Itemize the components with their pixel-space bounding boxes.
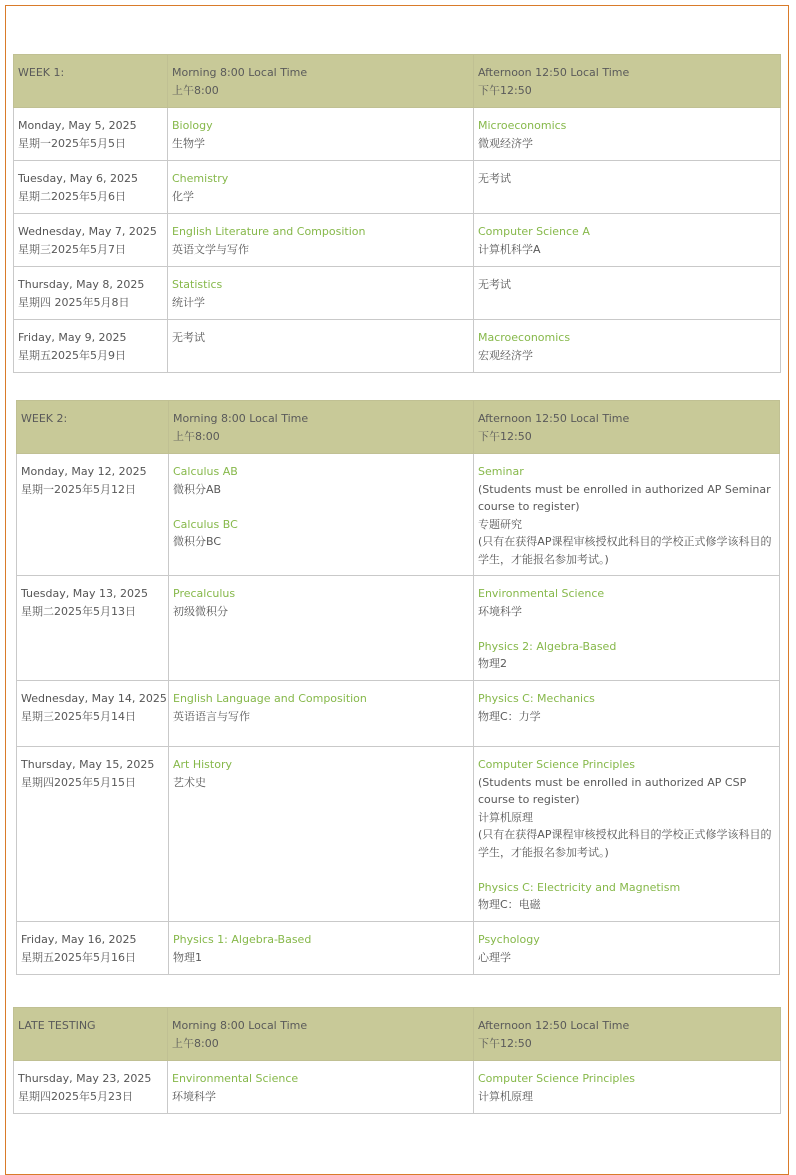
subject-cn: 微观经济学 (478, 136, 533, 150)
afternoon-cell (474, 267, 781, 320)
table-row (14, 1061, 781, 1114)
morning-cell (169, 576, 474, 681)
table-row (17, 454, 780, 576)
morning-cell (168, 320, 474, 373)
no-exam-text: 无考试 (172, 331, 205, 344)
table-row (14, 214, 781, 267)
date-cell (17, 922, 169, 975)
subject-cn: 环境科学 (478, 604, 522, 618)
morning-cell (168, 161, 474, 214)
morning-cell (168, 108, 474, 161)
date: Friday, May 9, 2025 (18, 331, 127, 344)
table-row (14, 108, 781, 161)
subject-cn: 英语语言与写作 (173, 709, 250, 723)
subject-cn: 微积分AB (173, 482, 222, 496)
date: Thursday, May 15, 2025 (21, 758, 155, 771)
subject-cn: 微积分BC (173, 535, 222, 548)
subject-cn: 心理学 (478, 950, 511, 964)
date-cell (14, 214, 168, 267)
date-cn: 星期四2025年5月23日 (18, 1089, 133, 1103)
morning-cell (169, 454, 474, 576)
morning-time: Morning 8:00 Local Time (172, 66, 308, 79)
afternoon-header (474, 401, 780, 454)
date: Monday, May 12, 2025 (21, 465, 147, 478)
afternoon-time-cn: 下午12:50 (478, 429, 532, 443)
subject-link[interactable]: Microeconomics (478, 119, 567, 132)
afternoon-header (474, 1008, 781, 1061)
morning-header (168, 55, 474, 108)
date-cn: 星期二2025年5月6日 (18, 189, 126, 203)
table-row (17, 747, 780, 922)
late-testing-table (13, 1007, 781, 1114)
late-header-row (14, 1008, 781, 1061)
date-cn: 星期三2025年5月14日 (21, 709, 136, 723)
subject-cn: 宏观经济学 (478, 348, 533, 362)
date: Tuesday, May 13, 2025 (21, 587, 148, 600)
no-exam-text: 无考试 (478, 278, 511, 291)
date-cell (17, 454, 169, 576)
subject-cn: 化学 (172, 189, 194, 203)
afternoon-cell (474, 454, 780, 576)
subject-link[interactable]: Chemistry (172, 172, 229, 185)
date: Friday, May 16, 2025 (21, 933, 137, 946)
week-label (14, 55, 168, 108)
afternoon-cell (474, 108, 781, 161)
date-cn: 星期五2025年5月9日 (18, 348, 126, 362)
no-exam-text: 无考试 (478, 172, 511, 185)
subject-link[interactable]: English Literature and Composition (172, 225, 366, 238)
morning-cell (168, 214, 474, 267)
subject-cn: 计算机原理 (478, 1089, 533, 1103)
subject-link[interactable]: Art History (173, 758, 232, 771)
subject-link[interactable]: Macroeconomics (478, 331, 571, 344)
afternoon-time: Afternoon 12:50 Local Time (478, 66, 630, 79)
subject-cn: 物理C：力学 (478, 709, 541, 723)
subject-link[interactable]: English Language and Composition (173, 692, 367, 705)
morning-time: Morning 8:00 Local Time (172, 1019, 308, 1032)
week1-header-row (14, 55, 781, 108)
subject-link[interactable]: Statistics (172, 278, 223, 291)
afternoon-cell (474, 1061, 781, 1114)
subject-cn: 统计学 (172, 295, 205, 309)
date-cell (14, 320, 168, 373)
date-cn: 星期五2025年5月16日 (21, 950, 136, 964)
morning-cell (168, 1061, 474, 1114)
subject-link[interactable]: Psychology (478, 933, 540, 946)
morning-header (169, 401, 474, 454)
subject-link[interactable]: Physics C: Electricity and Magnetism (478, 880, 681, 894)
subject-link[interactable]: Calculus AB (173, 465, 238, 478)
subject-link[interactable]: Calculus BC (173, 517, 238, 531)
date: Wednesday, May 7, 2025 (18, 225, 157, 238)
table-row (17, 681, 780, 747)
date-cn: 星期四2025年5月15日 (21, 775, 136, 789)
enrollment-note: (Students must be enrolled in authorized AP CSP course to register) (478, 775, 747, 806)
table-row (14, 267, 781, 320)
subject-cn: 生物学 (172, 136, 205, 150)
date-cell (14, 1061, 168, 1114)
date: Tuesday, May 6, 2025 (18, 172, 138, 185)
week2-table (16, 400, 780, 975)
subject-cn: 环境科学 (172, 1089, 216, 1103)
morning-cell (168, 267, 474, 320)
subject-link[interactable]: Precalculus (173, 587, 236, 600)
subject-link[interactable]: Computer Science Principles (478, 1072, 635, 1085)
table-row (17, 576, 780, 681)
table-row (14, 161, 781, 214)
subject-link[interactable]: Physics 2: Algebra-Based (478, 639, 617, 653)
afternoon-cell (474, 747, 780, 922)
morning-cell (169, 681, 474, 747)
afternoon-header (474, 55, 781, 108)
subject-link[interactable]: Computer Science Principles (478, 758, 635, 771)
morning-cell (169, 747, 474, 922)
enrollment-note-cn: (只有在获得AP课程审核授权此科目的学校正式修学该科目的学生，才能报名参加考试。) (478, 828, 772, 859)
date-cell (17, 681, 169, 747)
subject-cn: 计算机原理 (478, 810, 533, 824)
subject-link[interactable]: Physics C: Mechanics (478, 692, 595, 705)
date: Thursday, May 8, 2025 (18, 278, 145, 291)
subject-cn: 物理C：电磁 (478, 898, 541, 911)
date-cn: 星期四 2025年5月8日 (18, 295, 130, 309)
afternoon-cell (474, 576, 780, 681)
afternoon-cell (474, 922, 780, 975)
subject-link[interactable]: Physics 1: Algebra-Based (173, 933, 312, 946)
date-cell (17, 576, 169, 681)
date-cell (14, 267, 168, 320)
subject-cn: 专题研究 (478, 517, 522, 531)
subject-cn: 初级微积分 (173, 604, 228, 618)
subject-cn: 艺术史 (173, 775, 206, 789)
morning-cell (169, 922, 474, 975)
date-cn: 星期一2025年5月12日 (21, 482, 136, 496)
morning-time-cn: 上午8:00 (173, 429, 220, 443)
enrollment-note-cn: (只有在获得AP课程审核授权此科目的学校正式修学该科目的学生，才能报名参加考试。) (478, 535, 772, 566)
subject-link[interactable]: Biology (172, 119, 213, 132)
date: Wednesday, May 14, 2025 (21, 692, 167, 705)
week-label-text: WEEK 1: (18, 66, 65, 79)
enrollment-note: (Students must be enrolled in authorized AP Seminar course to register) (478, 482, 771, 513)
morning-header (168, 1008, 474, 1061)
date-cn: 星期二2025年5月13日 (21, 604, 136, 618)
week-label-text: LATE TESTING (18, 1019, 96, 1032)
date-cell (14, 161, 168, 214)
week2-header-row (17, 401, 780, 454)
date: Thursday, May 23, 2025 (18, 1072, 152, 1085)
afternoon-cell (474, 214, 781, 267)
afternoon-time-cn: 下午12:50 (478, 1036, 532, 1050)
afternoon-time-cn: 下午12:50 (478, 83, 532, 97)
morning-time-cn: 上午8:00 (172, 1036, 219, 1050)
afternoon-cell (474, 161, 781, 214)
morning-time-cn: 上午8:00 (172, 83, 219, 97)
week-label (17, 401, 169, 454)
table-row (17, 922, 780, 975)
morning-time: Morning 8:00 Local Time (173, 412, 309, 425)
subject-link[interactable]: Computer Science A (478, 225, 590, 238)
subject-link[interactable]: Environmental Science (478, 587, 605, 600)
date-cn: 星期一2025年5月5日 (18, 136, 126, 150)
subject-link[interactable]: Environmental Science (172, 1072, 299, 1085)
subject-cn: 物理1 (173, 950, 202, 964)
subject-link[interactable]: Seminar (478, 465, 524, 478)
week-label-text: WEEK 2: (21, 412, 68, 425)
date: Monday, May 5, 2025 (18, 119, 137, 132)
afternoon-cell (474, 681, 780, 747)
date-cn: 星期三2025年5月7日 (18, 242, 126, 256)
subject-cn: 物理2 (478, 657, 507, 670)
date-cell (14, 108, 168, 161)
afternoon-cell (474, 320, 781, 373)
afternoon-time: Afternoon 12:50 Local Time (478, 1019, 630, 1032)
date-cell (17, 747, 169, 922)
table-row (14, 320, 781, 373)
week-label (14, 1008, 168, 1061)
subject-cn: 计算机科学A (478, 242, 541, 256)
subject-cn: 英语文学与写作 (172, 242, 249, 256)
week1-table (13, 54, 781, 373)
afternoon-time: Afternoon 12:50 Local Time (478, 412, 630, 425)
